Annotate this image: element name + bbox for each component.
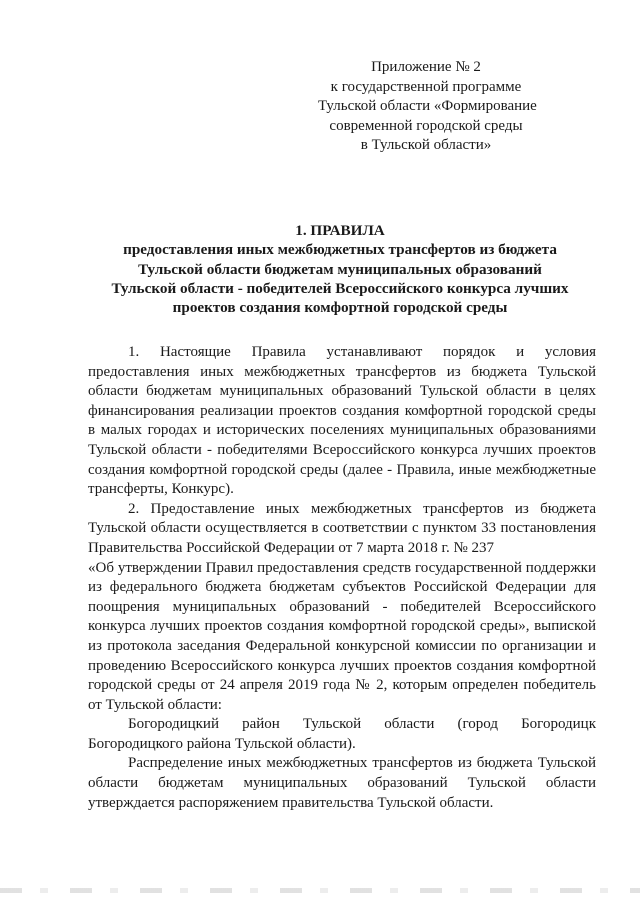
title-heading: 1. ПРАВИЛА bbox=[295, 222, 385, 239]
appendix-header bbox=[318, 58, 537, 156]
appendix-line: к государственной программе bbox=[330, 78, 522, 95]
appendix-line: в Тульской области» bbox=[360, 137, 492, 154]
appendix-line: современной городской среды bbox=[329, 117, 523, 134]
title-line: Тульской области - победителей Всероссийского конкурса лучших bbox=[111, 279, 569, 297]
paragraph-1: 1. Настоящие Правила устанавливают порядок и условия предоставления иных межбюджетных трансфертов из бюджета Тульской области бюджетам муниципальных образований Тульской области в целях финансирования реализации проектов создания комфортной городской среды в малых городах и исторических поселениях муниципальных образованиями Тульской области - победителями Всероссийского конкурса лучших проектов создания комфортной городской среды (далее - Правила, иные межбюджетные трансферты, Конкурс). bbox=[88, 344, 596, 498]
paragraph-2: 2. Предоставление иных межбюджетных трансфертов из бюджета Тульской области осуществляется в соответствии с пунктом 33 постановления Правительства Российской Федерации от 7 марта 2018 г. № 237 bbox=[88, 500, 596, 556]
document-body bbox=[88, 343, 596, 813]
title-line: Тульской области бюджетам муниципальных образований bbox=[138, 260, 542, 278]
appendix-line: Тульской области «Формирование bbox=[318, 98, 537, 115]
scan-edge-artifact bbox=[0, 888, 640, 893]
appendix-line: Приложение № 2 bbox=[371, 59, 481, 75]
title-line: предоставления иных межбюджетных трансфертов из бюджета bbox=[123, 241, 557, 259]
paragraph-2-continued: «Об утверждении Правил предоставления средств государственной поддержки из федерального бюджета бюджетам субъектов Российской Федерации для поощрения муниципальных образований - победителей Всероссийского конкурса лучших проектов создания комфортной городской среды», выпиской из протокола заседания Федеральной конкурсной комиссии по организации и проведению Всероссийского конкурса лучших проектов создания комфортной городской среды от 24 апреля 2019 года № 2, которым определен победитель от Тульской области: bbox=[88, 559, 596, 713]
paragraph-district: Богородицкий район Тульской области (город Богородицк Богородицкого района Тульской области). bbox=[88, 716, 596, 752]
document-title bbox=[80, 221, 600, 317]
paragraph-distribution: Распределение иных межбюджетных трансфертов из бюджета Тульской области бюджетам муниципальных образований Тульской области утверждается распоряжением правительства Тульской области. bbox=[88, 755, 596, 811]
title-line: проектов создания комфортной городской среды bbox=[172, 299, 508, 317]
